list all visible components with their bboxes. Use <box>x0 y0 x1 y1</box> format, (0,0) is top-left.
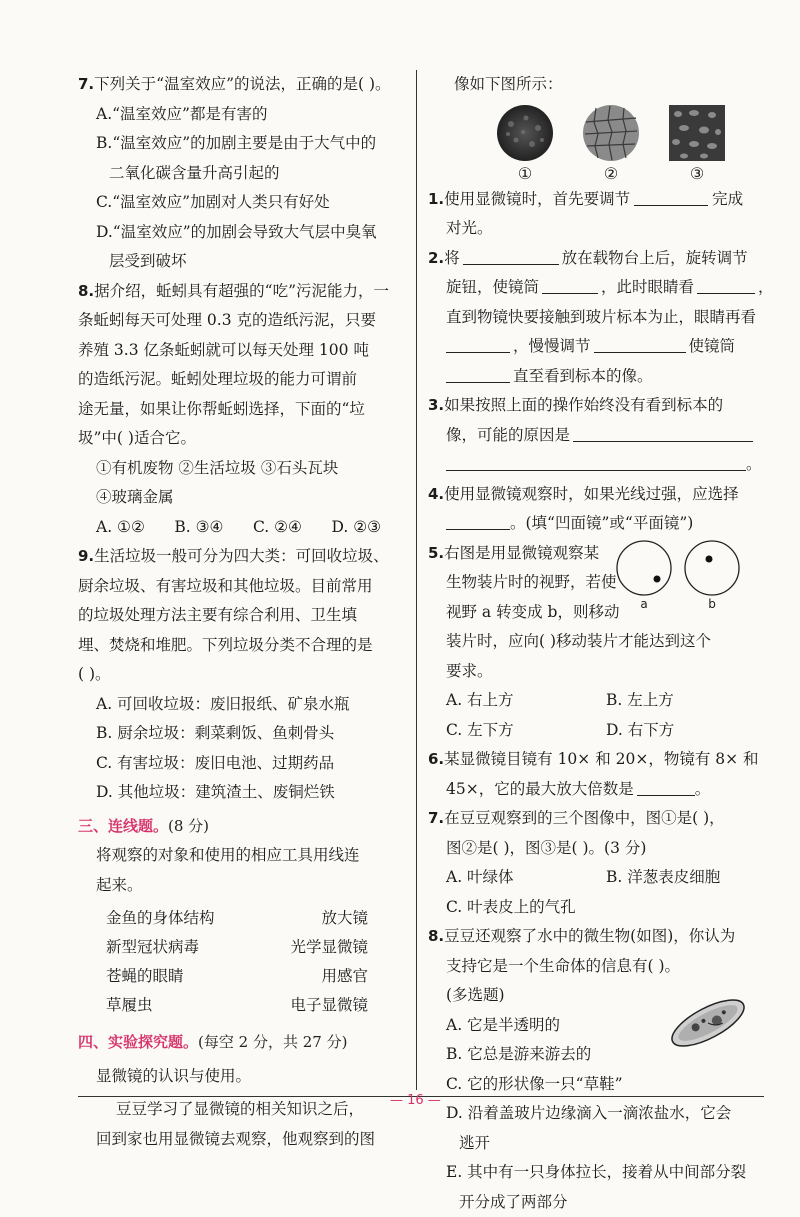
micrograph-1-label: ① <box>518 164 532 183</box>
sec4-story: 回到家也用显微镜去观察，他观察到的图 <box>78 1125 408 1155</box>
r-q4: 4.使用显微镜观察时，如果光线过强，应选择 <box>428 480 763 510</box>
q8-line: 据介绍，蚯蚓具有超强的“吃”污泥能力，一 <box>94 282 389 300</box>
r-q2-line3: 直到物镜快要接触到玻片标本为止，眼睛再看 <box>428 303 763 333</box>
q8r-option-c[interactable]: C. 它的形状像一只“草鞋” <box>428 1070 763 1100</box>
q8-line: 途无量，如果让你帮蚯蚓选择，下面的“垃 <box>78 395 408 425</box>
q8-items: ④玻璃金属 <box>78 483 408 513</box>
r-q7: 7.在豆豆观察到的三个图像中，图①是( )， <box>428 804 763 834</box>
q5-option-d[interactable]: D. 右下方 <box>606 716 674 746</box>
column-divider <box>416 70 417 1090</box>
q9-line: 厨余垃圾、有害垃圾和其他垃圾。目前常用 <box>78 572 408 602</box>
q7-option-d: D.“温室效应”的加剧会导致大气层中臭氧 <box>78 218 408 248</box>
answer-blank[interactable] <box>542 275 598 294</box>
sec3-instruction: 将观察的对象和使用的相应工具用线连 <box>78 841 408 871</box>
r-q4-line2: 。(填“凹面镜”或“平面镜”) <box>428 509 763 539</box>
answer-blank[interactable] <box>594 334 686 353</box>
match-left-item[interactable]: 新型冠状病毒 <box>106 933 199 962</box>
match-right-item[interactable]: 光学显微镜 <box>290 933 368 962</box>
micrograph-2-image <box>582 104 640 162</box>
q5-option-b[interactable]: B. 左上方 <box>606 686 674 716</box>
q7r-option-c[interactable]: C. 叶表皮上的气孔 <box>428 893 763 923</box>
r-q1-cont: 对光。 <box>428 214 763 244</box>
micrograph-2-label: ② <box>604 164 618 183</box>
q7-stem: 下列关于“温室效应”的说法，正确的是( )。 <box>94 75 390 93</box>
view-b: b <box>683 539 741 611</box>
view-a-circle <box>615 539 673 597</box>
q8r-option-d-cont: 逃开 <box>428 1129 763 1159</box>
match-right-item[interactable]: 放大镜 <box>321 904 368 933</box>
r-q2-line2: 旋钮，使镜筒 ，此时眼睛看 ， <box>428 273 763 303</box>
q7-option-c: C.“温室效应”加剧对人类只有好处 <box>78 188 408 218</box>
match-left-item[interactable]: 金鱼的身体结构 <box>106 904 215 933</box>
answer-blank[interactable] <box>446 511 510 530</box>
q8r-option-d[interactable]: D. 沿着盖玻片边缘滴入一滴浓盐水，它会 <box>428 1099 763 1129</box>
micrograph-2 <box>582 104 640 183</box>
section-3-title: 三、连线题。(8 分) <box>78 812 408 842</box>
r-q6: 6.某显微镜目镜有 10× 和 20×，物镜有 8× 和 <box>428 745 763 775</box>
q8r-option-e-cont: 开分成了两部分 <box>428 1188 763 1217</box>
q7-option-a: A.“温室效应”都是有害的 <box>78 100 408 130</box>
q9-option-d: D. 其他垃圾：建筑渣土、废铜烂铁 <box>78 778 408 808</box>
q8-options: A. ①② B. ③④ C. ②④ D. ②③ <box>78 513 408 543</box>
sec4-intro: 显微镜的认识与使用。 <box>78 1062 408 1092</box>
q7r-option-a[interactable]: A. 叶绿体 <box>446 863 606 893</box>
q5-option-c[interactable]: C. 左下方 <box>446 716 606 746</box>
q9-line: 生活垃圾一般可分为四大类：可回收垃圾、 <box>94 547 389 565</box>
answer-blank[interactable] <box>634 187 708 206</box>
micrograph-3-label: ③ <box>690 164 704 183</box>
micrograph-3 <box>668 104 726 183</box>
r-q6-line2: 45×，它的最大放大倍数是 。 <box>428 775 763 805</box>
paramecium-icon <box>665 994 751 1052</box>
answer-blank[interactable] <box>697 275 755 294</box>
q8r-option-a[interactable]: A. 它是半透明的 <box>428 1011 763 1041</box>
q8-line: 养殖 3.3 亿条蚯蚓就可以每天处理 100 吨 <box>78 336 408 366</box>
q8-line: 圾”中( )适合它。 <box>78 424 408 454</box>
answer-blank[interactable] <box>446 452 746 471</box>
q8-items: ①有机废物 ②生活垃圾 ③石头瓦块 <box>78 454 408 484</box>
q8-line: 条蚯蚓每天可处理 0.3 克的造纸污泥，只要 <box>78 306 408 336</box>
answer-blank[interactable] <box>573 423 753 442</box>
right-column: 像如下图所示： ① ② ③ 1.使用显微镜时，首先要调节 完成 对光。 2.将 放在载物台上后，旋转调节 旋钮，使镜筒 ，此时眼睛看 ， 直到物镜快要接触到玻片标本为止，眼睛再看 ，慢慢调节 使镜筒 直至看到标本的像。 3.如果按照上面的操作始终没有看到标本的 像，可能的原因是 。 4.使用显微镜观察时，如果光线过强，应选择 。(填“凹面镜”或“平面镜”) a b 5.右图是用显微镜观察某 生物装片时的视野，若使 视野 a 转变成 b，则移动 装片时，应向( )移动装片才能达到这个 要求。 A. 右上方 B. 左上方 C. 左下方 D. 右下方 6.某显微镜目镜有 10× 和 20×，物镜有 8× 和 45×，它的最大放大倍数是 。 7.在豆豆观察到的三个图像中，图①是( )， 图②是( )，图③是( )。(3 分) A. 叶绿体 B. 洋葱表皮细胞 C. 叶表皮上的气孔 8.豆豆还观察了水中的微生物(如图)，你认为 支持它是一个生命体的信息有( )。 (多选题) A. 它是半透明的 B. 它总是游来游去的 C. 它的形状像一只“草鞋” D. 沿着盖玻片边缘滴入一滴浓盐水，它会 逃开 E. 其中有一只身体拉长，接着从中间部分裂 开分成了两部分 <box>428 70 763 1217</box>
match-left-item[interactable]: 苍蝇的眼睛 <box>106 962 184 991</box>
view-b-circle <box>683 539 741 597</box>
q9-option-b: B. 厨余垃圾：剩菜剩饭、鱼刺骨头 <box>78 719 408 749</box>
q9-option-c: C. 有害垃圾：废旧电池、过期药品 <box>78 749 408 779</box>
match-row <box>78 904 408 933</box>
r-q3: 3.如果按照上面的操作始终没有看到标本的 <box>428 391 763 421</box>
field-of-view-figure <box>615 539 741 611</box>
paramecium-figure <box>665 994 751 1056</box>
right-continuation: 像如下图所示： <box>428 70 763 100</box>
q7-option-b-cont: 二氧化碳含量升高引起的 <box>78 159 408 189</box>
sec4-story: 豆豆学习了显微镜的相关知识之后， <box>78 1095 408 1125</box>
q9-line: ( )。 <box>78 660 408 690</box>
q8-line: 的造纸污泥。蚯蚓处理垃圾的能力可谓前 <box>78 365 408 395</box>
q5-option-a[interactable]: A. 右上方 <box>446 686 606 716</box>
micrograph-1 <box>496 104 554 183</box>
r-q2: 2.将 放在载物台上后，旋转调节 <box>428 244 763 274</box>
sec3-instruction: 起来。 <box>78 871 408 901</box>
r-question-8: 8.豆豆还观察了水中的微生物(如图)，你认为 支持它是一个生命体的信息有( )。 (多选题) A. 它是半透明的 B. 它总是游来游去的 C. 它的形状像一只“草鞋” D. 沿着盖玻片边缘滴入一滴浓盐水，它会 逃开 E. 其中有一只身体拉长，接着从中间部分裂 开分成了两部分 <box>428 922 763 1217</box>
r-q2-line4: ，慢慢调节 使镜筒 <box>428 332 763 362</box>
q9-line: 的垃圾处理方法主要有综合利用、卫生填 <box>78 601 408 631</box>
left-column <box>78 70 408 1154</box>
micrograph-1-image <box>496 104 554 162</box>
section-4-title: 四、实验探究题。(每空 2 分，共 27 分) <box>78 1028 408 1058</box>
answer-blank[interactable] <box>446 334 510 353</box>
question-9-left: 9.生活垃圾一般可分为四大类：可回收垃圾、 厨余垃圾、有害垃圾和其他垃圾。目前常用 的垃圾处理方法主要有综合利用、卫生填 埋、焚烧和堆肥。下列垃圾分类不合理的是 ( )。 A. 可回收垃圾：废旧报纸、矿泉水瓶 B. 厨余垃圾：剩菜剩饭、鱼刺骨头 C. 有害垃圾：废旧电池、过期药品 D. 其他垃圾：建筑渣土、废铜烂铁 <box>78 542 408 808</box>
match-row <box>78 991 408 1020</box>
r-q3-line3: 。 <box>428 450 763 480</box>
answer-blank[interactable] <box>463 246 559 265</box>
r-q3-line2: 像，可能的原因是 <box>428 421 763 451</box>
micrograph-3-image <box>668 104 726 162</box>
answer-blank[interactable] <box>637 777 695 796</box>
question-7-left: 7.下列关于“温室效应”的说法，正确的是( )。 A.“温室效应”都是有害的 B.“温室效应”的加剧主要是由于大气中的 二氧化碳含量升高引起的 C.“温室效应”加剧对人类只有好处 D.“温室效应”的加剧会导致大气层中臭氧 层受到破坏 <box>78 70 408 277</box>
r-q2-line5: 直至看到标本的像。 <box>428 362 763 392</box>
r-q1: 1.使用显微镜时，首先要调节 完成 <box>428 185 763 215</box>
q8r-option-e[interactable]: E. 其中有一只身体拉长，接着从中间部分裂 <box>428 1158 763 1188</box>
r-question-5: a b 5.右图是用显微镜观察某 生物装片时的视野，若使 视野 a 转变成 b，则移动 装片时，应向( )移动装片才能达到这个 要求。 A. 右上方 B. 左上方 C. 左下方 D. 右下方 <box>428 539 763 746</box>
answer-blank[interactable] <box>446 364 510 383</box>
q9-line: 埋、焚烧和堆肥。下列垃圾分类不合理的是 <box>78 631 408 661</box>
q7r-option-b[interactable]: B. 洋葱表皮细胞 <box>606 863 720 893</box>
view-a: a <box>615 539 673 611</box>
q7-option-b: B.“温室效应”的加剧主要是由于大气中的 <box>78 129 408 159</box>
micrograph-row <box>428 104 763 183</box>
match-right-item[interactable]: 电子显微镜 <box>290 991 368 1020</box>
match-left-item[interactable]: 草履虫 <box>106 991 153 1020</box>
match-row <box>78 933 408 962</box>
match-right-item[interactable]: 用感官 <box>321 962 368 991</box>
q9-option-a: A. 可回收垃圾：废旧报纸、矿泉水瓶 <box>78 690 408 720</box>
q7-option-d-cont: 层受到破坏 <box>78 247 408 277</box>
match-row <box>78 962 408 991</box>
q8r-option-b[interactable]: B. 它总是游来游去的 <box>428 1040 763 1070</box>
page-number: — 16 — <box>390 1093 441 1108</box>
question-8-left: 8.据介绍，蚯蚓具有超强的“吃”污泥能力，一 条蚯蚓每天可处理 0.3 克的造纸污泥，只要 养殖 3.3 亿条蚯蚓就可以每天处理 100 吨 的造纸污泥。蚯蚓处理垃圾的能力可谓前 途无量，如果让你帮蚯蚓选择，下面的“垃 圾”中( )适合它。 ①有机废物 ②生活垃圾 ③石头瓦块 ④玻璃金属 A. ①② B. ③④ C. ②④ D. ②③ <box>78 277 408 543</box>
